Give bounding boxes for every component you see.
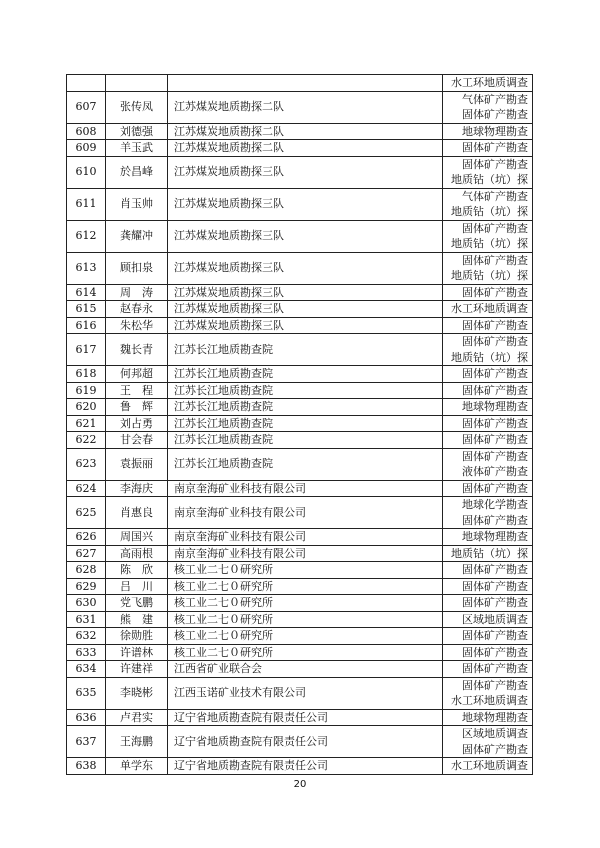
table-row — [67, 284, 533, 301]
specialty-line: 固体矿产勘查 — [462, 416, 528, 430]
table-row — [67, 529, 533, 546]
specialty-cell — [443, 709, 533, 726]
organization-cell: 南京奎海矿业科技有限公司 — [168, 497, 443, 529]
row-number-cell: 610 — [67, 156, 106, 188]
organization-cell: 南京奎海矿业科技有限公司 — [168, 480, 443, 497]
specialty-line: 固体矿产勘查 — [462, 629, 528, 642]
row-number-cell: 615 — [67, 301, 106, 318]
name-cell: 王 程 — [106, 382, 168, 399]
specialty-cell — [443, 529, 533, 546]
table-row — [67, 123, 533, 140]
table-body — [67, 75, 533, 775]
name-cell: 何邦超 — [106, 366, 168, 383]
specialty-line: 水工环地质调查 — [451, 302, 528, 315]
row-number-cell: 632 — [67, 628, 106, 645]
row-number-cell: 609 — [67, 140, 106, 157]
specialty-line: 固体矿产勘查 — [462, 433, 528, 446]
table-row — [67, 628, 533, 645]
row-number-cell: 623 — [67, 448, 106, 480]
row-number-cell: 616 — [67, 317, 106, 334]
table-row — [67, 562, 533, 579]
name-cell: 刘德强 — [106, 123, 168, 140]
specialty-cell — [443, 611, 533, 628]
specialty-line: 区域地质调查 — [462, 612, 528, 626]
organization-cell: 南京奎海矿业科技有限公司 — [168, 529, 443, 546]
row-number-cell: 617 — [67, 334, 106, 366]
name-cell: 赵春永 — [106, 301, 168, 318]
row-number-cell: 612 — [67, 220, 106, 252]
name-cell: 肖惠良 — [106, 497, 168, 529]
specialty-line: 固体矿产勘查 — [462, 645, 528, 659]
specialty-cell — [443, 644, 533, 661]
name-cell: 李海庆 — [106, 480, 168, 497]
row-number-cell: 620 — [67, 399, 106, 416]
table-row — [67, 758, 533, 775]
specialty-cell — [443, 317, 533, 334]
specialty-cell — [443, 628, 533, 645]
row-number-cell: 631 — [67, 611, 106, 628]
page-number: 20 — [293, 779, 307, 790]
table-row — [67, 709, 533, 726]
specialty-line: 地球物理勘查 — [462, 530, 528, 543]
specialty-line: 固体矿产勘查 — [462, 141, 528, 154]
table-row — [67, 595, 533, 612]
row-number-cell — [67, 75, 106, 92]
organization-cell: 辽宁省地质勘查院有限责任公司 — [168, 758, 443, 775]
name-cell: 王海鹏 — [106, 726, 168, 758]
row-number-cell: 611 — [67, 188, 106, 220]
specialty-line: 地质钻（坑）探 — [451, 173, 528, 186]
organization-cell: 江苏长江地质勘查院 — [168, 366, 443, 383]
specialty-line: 固体矿产勘查 — [462, 108, 528, 121]
name-cell: 魏长青 — [106, 334, 168, 366]
specialty-line: 固体矿产勘查 — [462, 513, 528, 527]
organization-cell: 核工业二七０研究所 — [168, 595, 443, 612]
specialty-line: 固体矿产勘查 — [462, 678, 528, 692]
organization-cell: 核工业二七０研究所 — [168, 644, 443, 661]
name-cell: 徐勋胜 — [106, 628, 168, 645]
name-cell: 卢君实 — [106, 709, 168, 726]
row-number-cell: 627 — [67, 545, 106, 562]
name-cell: 袁振丽 — [106, 448, 168, 480]
specialty-cell — [443, 123, 533, 140]
row-number-cell: 628 — [67, 562, 106, 579]
specialty-line: 地球化学勘查 — [462, 498, 528, 511]
name-cell: 许谱林 — [106, 644, 168, 661]
table-row — [67, 334, 533, 366]
specialty-line: 地质钻（坑）探 — [451, 205, 528, 218]
row-number-cell: 629 — [67, 578, 106, 595]
specialty-line: 地质钻（坑）探 — [451, 237, 528, 250]
organization-cell: 江苏长江地质勘查院 — [168, 399, 443, 416]
specialty-line: 地质钻（坑）探 — [451, 350, 528, 364]
specialty-cell — [443, 677, 533, 709]
organization-cell: 江苏煤炭地质勘探三队 — [168, 252, 443, 284]
row-number-cell: 613 — [67, 252, 106, 284]
name-cell: 刘占勇 — [106, 415, 168, 432]
row-number-cell: 614 — [67, 284, 106, 301]
row-number-cell: 638 — [67, 758, 106, 775]
organization-cell: 核工业二七０研究所 — [168, 628, 443, 645]
name-cell — [106, 75, 168, 92]
organization-cell: 江苏煤炭地质勘探三队 — [168, 284, 443, 301]
name-cell: 肖玉帅 — [106, 188, 168, 220]
specialty-cell — [443, 415, 533, 432]
table-row — [67, 545, 533, 562]
table-row — [67, 156, 533, 188]
organization-cell — [168, 75, 443, 92]
row-number-cell: 636 — [67, 709, 106, 726]
specialty-line: 地球物理勘查 — [462, 710, 528, 724]
row-number-cell: 608 — [67, 123, 106, 140]
specialty-line: 水工环地质调查 — [451, 694, 528, 707]
table-row — [67, 382, 533, 399]
organization-cell: 核工业二七０研究所 — [168, 578, 443, 595]
specialty-cell — [443, 448, 533, 480]
name-cell: 李晓彬 — [106, 677, 168, 709]
row-number-cell: 633 — [67, 644, 106, 661]
specialty-line: 地球物理勘查 — [462, 400, 528, 413]
personnel-table — [66, 74, 533, 775]
table-row — [67, 252, 533, 284]
specialty-cell — [443, 188, 533, 220]
specialty-line: 水工环地质调查 — [451, 76, 528, 89]
specialty-cell — [443, 399, 533, 416]
row-number-cell: 637 — [67, 726, 106, 758]
name-cell: 周 涛 — [106, 284, 168, 301]
specialty-line: 固体矿产勘查 — [462, 318, 528, 332]
table-row — [67, 220, 533, 252]
organization-cell: 江苏煤炭地质勘探二队 — [168, 140, 443, 157]
organization-cell: 辽宁省地质勘查院有限责任公司 — [168, 709, 443, 726]
specialty-line: 水工环地质调查 — [451, 759, 528, 772]
table-row — [67, 317, 533, 334]
organization-cell: 江苏煤炭地质勘探三队 — [168, 317, 443, 334]
table-row — [67, 432, 533, 449]
specialty-line: 固体矿产勘查 — [462, 449, 528, 463]
name-cell: 党飞鹏 — [106, 595, 168, 612]
name-cell: 鲁 辉 — [106, 399, 168, 416]
name-cell: 於昌峰 — [106, 156, 168, 188]
specialty-line: 固体矿产勘查 — [462, 579, 528, 593]
name-cell: 朱松华 — [106, 317, 168, 334]
name-cell: 单学东 — [106, 758, 168, 775]
table-row — [67, 578, 533, 595]
organization-cell: 江西省矿业联合会 — [168, 661, 443, 678]
name-cell: 羊玉武 — [106, 140, 168, 157]
name-cell: 顾扣泉 — [106, 252, 168, 284]
organization-cell: 江苏长江地质勘查院 — [168, 415, 443, 432]
table-row — [67, 75, 533, 92]
name-cell: 吕 川 — [106, 578, 168, 595]
row-number-cell: 618 — [67, 366, 106, 383]
organization-cell: 江苏长江地质勘查院 — [168, 432, 443, 449]
table-row — [67, 366, 533, 383]
specialty-cell — [443, 497, 533, 529]
row-number-cell: 630 — [67, 595, 106, 612]
organization-cell: 江苏长江地质勘查院 — [168, 382, 443, 399]
name-cell: 陈 欣 — [106, 562, 168, 579]
table-row — [67, 611, 533, 628]
specialty-cell — [443, 220, 533, 252]
specialty-line: 固体矿产勘查 — [462, 662, 528, 675]
specialty-line: 固体矿产勘查 — [462, 367, 528, 380]
specialty-line: 固体矿产勘查 — [462, 253, 528, 267]
specialty-cell — [443, 284, 533, 301]
name-cell: 熊 建 — [106, 611, 168, 628]
specialty-cell — [443, 562, 533, 579]
specialty-cell — [443, 334, 533, 366]
organization-cell: 江苏煤炭地质勘探三队 — [168, 188, 443, 220]
organization-cell: 江苏煤炭地质勘探三队 — [168, 156, 443, 188]
specialty-cell — [443, 480, 533, 497]
specialty-line: 地质钻（坑）探 — [451, 546, 528, 560]
table-row — [67, 677, 533, 709]
row-number-cell: 619 — [67, 382, 106, 399]
specialty-line: 地质钻（坑）探 — [451, 269, 528, 282]
table-row — [67, 91, 533, 123]
table-row — [67, 644, 533, 661]
specialty-cell — [443, 578, 533, 595]
organization-cell: 核工业二七０研究所 — [168, 611, 443, 628]
specialty-line: 气体矿产勘查 — [462, 189, 528, 203]
organization-cell: 江苏煤炭地质勘探二队 — [168, 91, 443, 123]
specialty-cell — [443, 661, 533, 678]
specialty-line: 固体矿产勘查 — [462, 157, 528, 171]
row-number-cell: 607 — [67, 91, 106, 123]
organization-cell: 辽宁省地质勘查院有限责任公司 — [168, 726, 443, 758]
specialty-cell — [443, 140, 533, 157]
table-row — [67, 301, 533, 318]
organization-cell: 江苏长江地质勘查院 — [168, 334, 443, 366]
specialty-line: 固体矿产勘查 — [462, 383, 528, 397]
specialty-cell — [443, 252, 533, 284]
table-row — [67, 140, 533, 157]
row-number-cell: 635 — [67, 677, 106, 709]
table-row — [67, 661, 533, 678]
table-row — [67, 448, 533, 480]
specialty-cell — [443, 726, 533, 758]
organization-cell: 江西玉诺矿业技术有限公司 — [168, 677, 443, 709]
specialty-line: 固体矿产勘查 — [462, 563, 528, 576]
specialty-line: 地球物理勘查 — [462, 124, 528, 138]
specialty-cell — [443, 545, 533, 562]
name-cell: 许建祥 — [106, 661, 168, 678]
specialty-line: 区域地质调查 — [462, 727, 528, 740]
row-number-cell: 624 — [67, 480, 106, 497]
table-row — [67, 480, 533, 497]
table-row — [67, 726, 533, 758]
specialty-line: 固体矿产勘查 — [462, 742, 528, 756]
specialty-cell — [443, 758, 533, 775]
row-number-cell: 626 — [67, 529, 106, 546]
organization-cell: 江苏煤炭地质勘探三队 — [168, 220, 443, 252]
specialty-line: 固体矿产勘查 — [462, 285, 528, 299]
specialty-line: 气体矿产勘查 — [462, 92, 528, 106]
name-cell: 甘会春 — [106, 432, 168, 449]
organization-cell: 核工业二七０研究所 — [168, 562, 443, 579]
organization-cell: 南京奎海矿业科技有限公司 — [168, 545, 443, 562]
name-cell: 高雨根 — [106, 545, 168, 562]
table-row — [67, 415, 533, 432]
organization-cell: 江苏煤炭地质勘探二队 — [168, 123, 443, 140]
specialty-line: 固体矿产勘查 — [462, 221, 528, 235]
specialty-cell — [443, 75, 533, 92]
row-number-cell: 625 — [67, 497, 106, 529]
row-number-cell: 622 — [67, 432, 106, 449]
name-cell: 周国兴 — [106, 529, 168, 546]
row-number-cell: 634 — [67, 661, 106, 678]
name-cell: 龚耀冲 — [106, 220, 168, 252]
specialty-cell — [443, 595, 533, 612]
row-number-cell: 621 — [67, 415, 106, 432]
specialty-cell — [443, 91, 533, 123]
specialty-cell — [443, 432, 533, 449]
table-row — [67, 497, 533, 529]
name-cell: 张传凤 — [106, 91, 168, 123]
table-row — [67, 188, 533, 220]
specialty-line: 固体矿产勘查 — [462, 481, 528, 495]
specialty-cell — [443, 301, 533, 318]
specialty-line: 固体矿产勘查 — [462, 335, 528, 348]
specialty-cell — [443, 382, 533, 399]
organization-cell: 江苏煤炭地质勘探三队 — [168, 301, 443, 318]
specialty-cell — [443, 156, 533, 188]
table-row — [67, 399, 533, 416]
specialty-cell — [443, 366, 533, 383]
specialty-line: 液体矿产勘查 — [462, 465, 528, 478]
organization-cell: 江苏长江地质勘查院 — [168, 448, 443, 480]
specialty-line: 固体矿产勘查 — [462, 596, 528, 609]
